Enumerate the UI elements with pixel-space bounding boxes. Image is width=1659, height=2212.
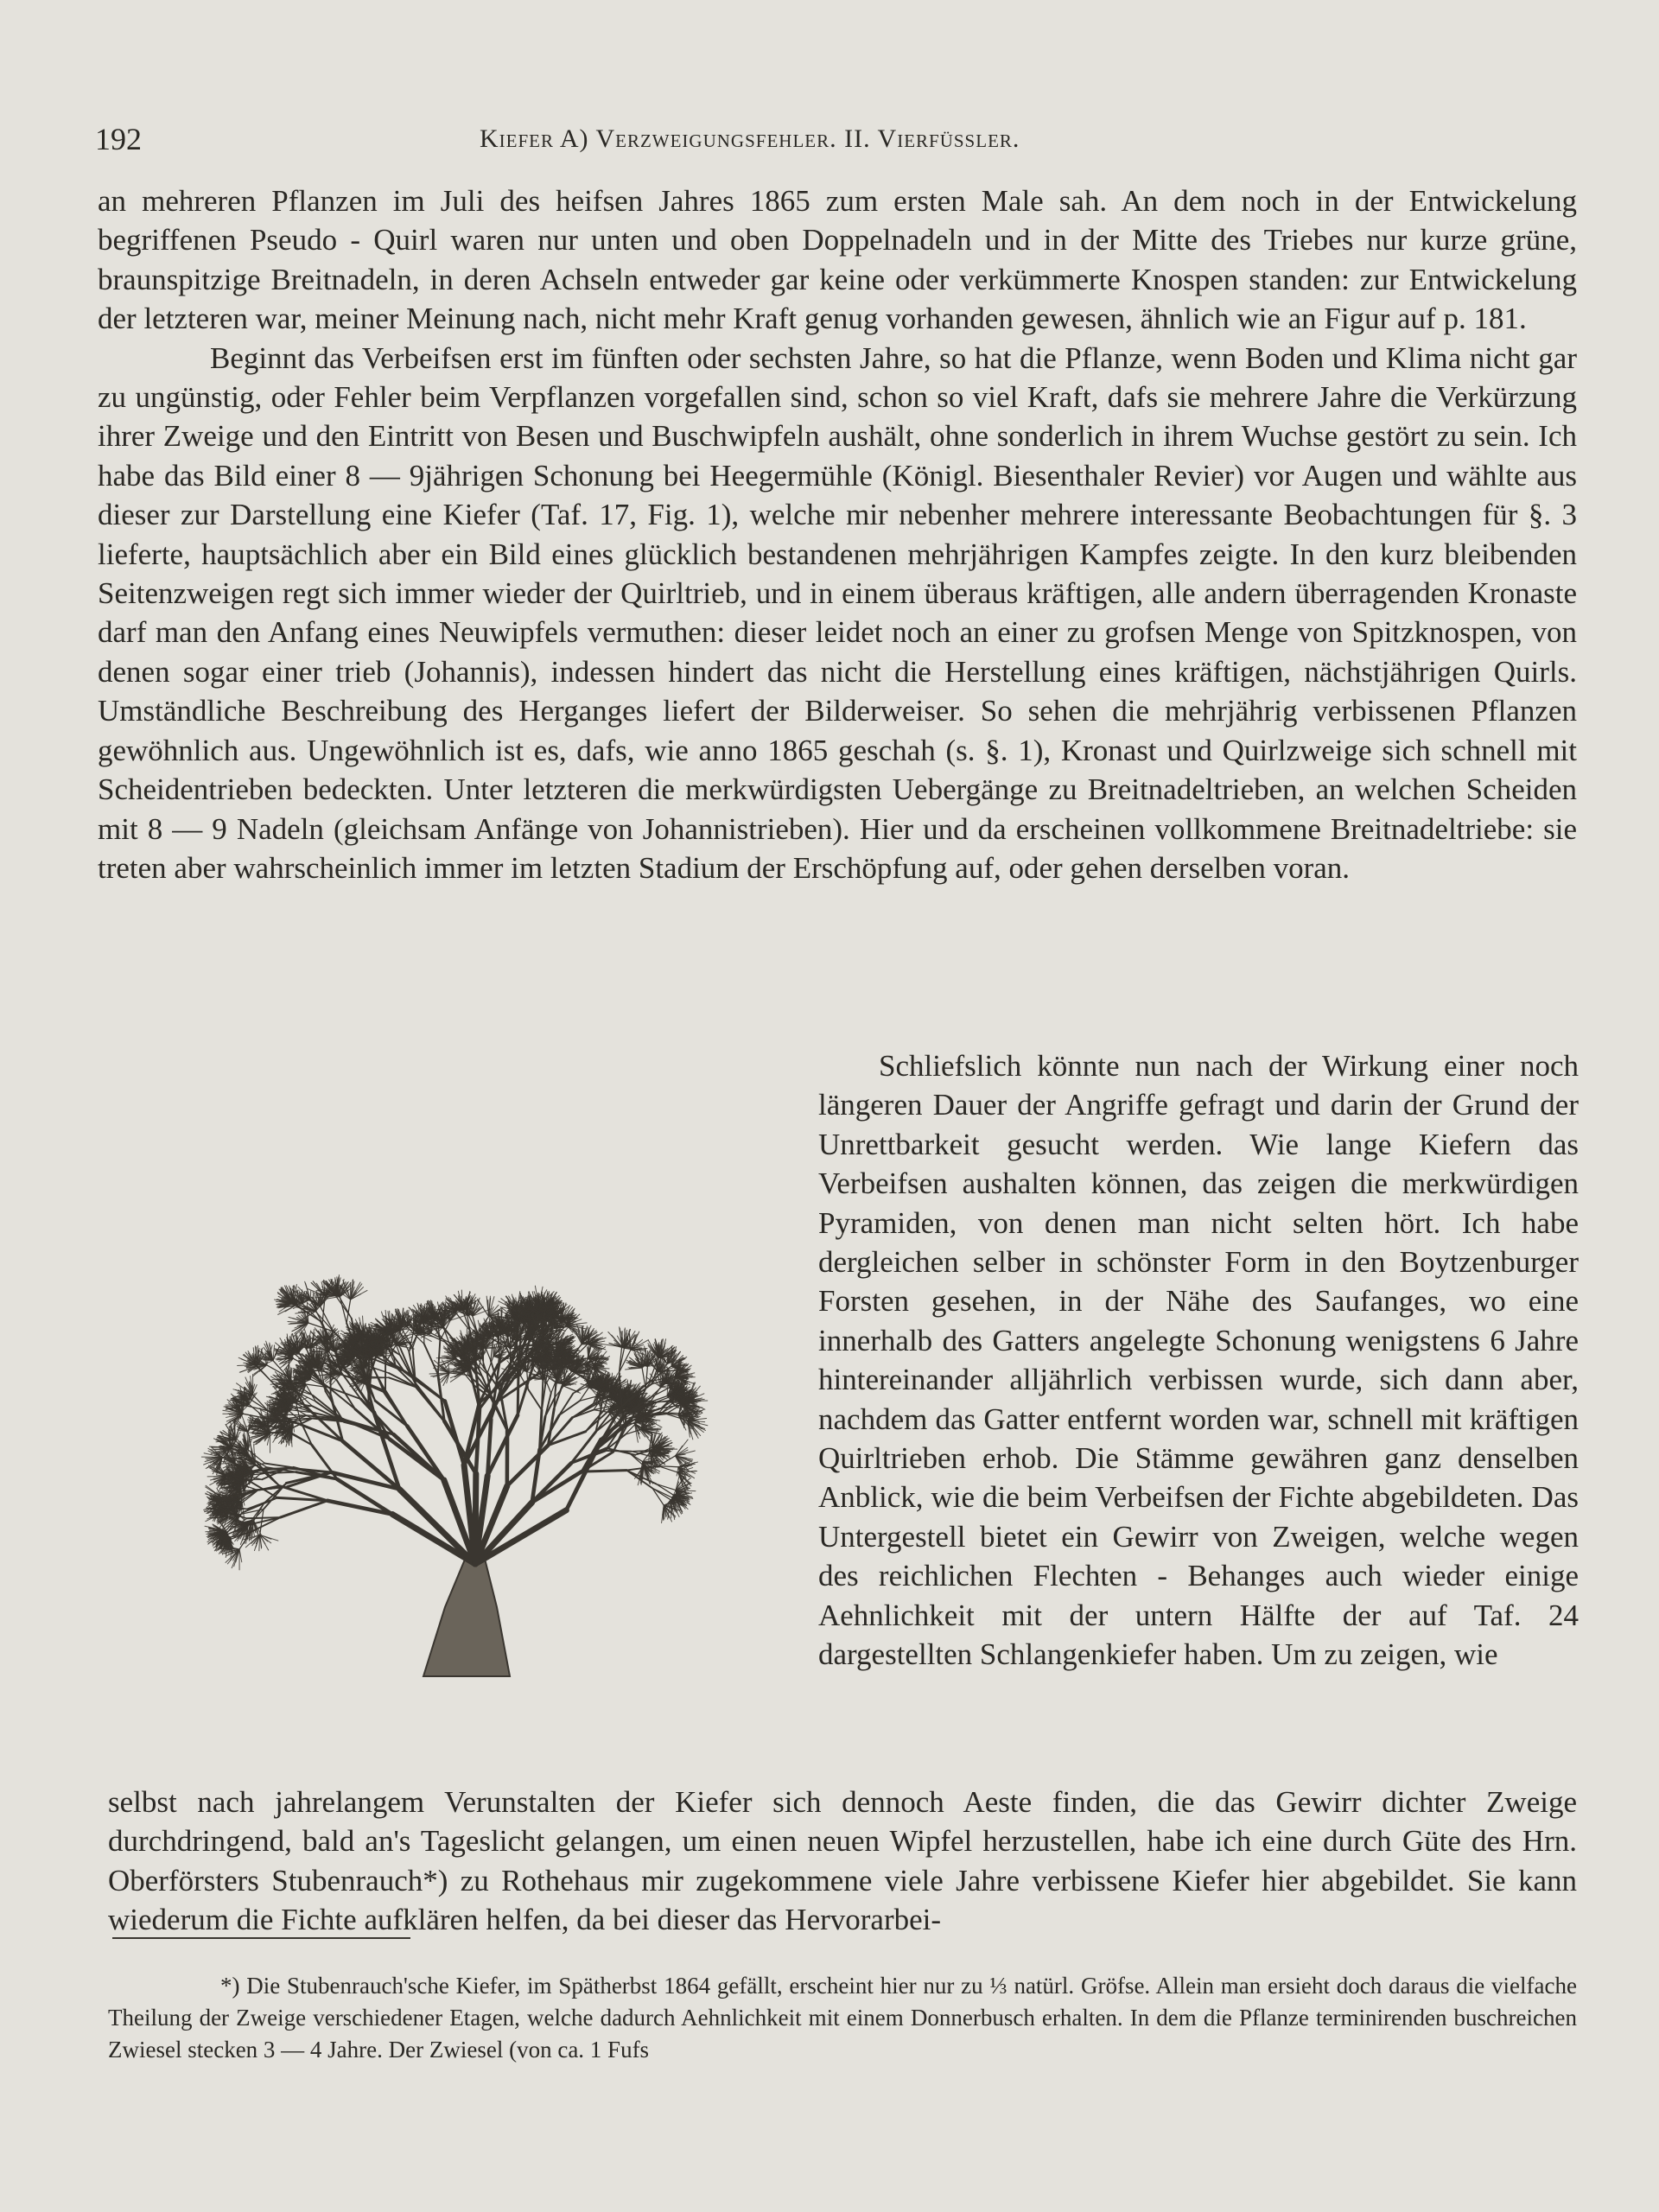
page-header [95,121,1577,164]
paragraph-2: Beginnt das Verbeifsen erst im fünften oder sechsten Jahre, so hat die Pflanze, wenn Boden und Klima nicht gar zu ungünstig, oder Fehler beim Verpflanzen vorgefallen sind, schon so viel Kraft, dafs sie mehrere Jahre die Verkürzung ihrer Zweige und den Eintritt von Besen und Buschwipfeln aushält, ohne sonderlich in ihrem Wuchse gestört zu sein. Ich habe das Bild einer 8 — 9jährigen Schonung bei Heegermühle (Königl. Biesenthaler Revier) vor Augen und wählte aus dieser zur Darstellung eine Kiefer (Taf. 17, Fig. 1), welche mir nebenher mehrere interessante Beobachtungen für §. 3 lieferte, hauptsächlich aber ein Bild eines glücklich bestandenen mehrjährigen Kampfes zeigte. In den kurz bleibenden Seitenzweigen regt sich immer wieder der Quirltrieb, und in einem überaus kräftigen, alle andern überragenden Kronaste darf man den Anfang eines Neuwipfels vermuthen: dieser leidet noch an einer zu grofsen Menge von Spitzknospen, von denen sogar einer trieb (Johannis), indessen hindert das nicht die Herstellung eines kräftigen, nächstjährigen Quirls. Umständliche Beschreibung des Herganges liefert der Bilderweiser. So sehen die mehrjährig verbissenen Pflanzen gewöhnlich aus. Ungewöhnlich ist es, dafs, wie anno 1865 geschah (s. §. 1), Kronast und Quirlzweige sich schnell mit Scheidentrieben bedeckten. Unter letzteren die merkwürdigsten Uebergänge zu Breitnadeltrieben, an welchen Scheiden mit 8 — 9 Nadeln (gleichsam Anfänge von Johannistrieben). Hier und da erscheinen vollkommene Breitnadeltriebe: sie treten aber wahrscheinlich immer im letzten Stadium der Erschöpfung auf, oder gehen derselben voran. [98,340,1577,885]
pine-tree-engraving [104,1071,812,1728]
main-text [98,181,1577,887]
paragraph-3: Schliefslich könnte nun nach der Wirkung einer noch längeren Dauer der Angriffe gefragt und darin der Grund der Unrettbarkeit gesucht werden. Wie lange Kiefern das Verbeifsen aushalten können, das zeigen die merkwürdigen Pyramiden, von denen man nicht selten hört. Ich habe dergleichen selber in schönster Form in den Boytzenburger Forsten gesehen, in der Nähe des Saufanges, wo eine innerhalb des Gatters angelegte Schonung wenigstens 6 Jahre hintereinander alljährlich verbissen wurde, sich dann aber, nachdem das Gatter entfernt worden war, schnell mit kräftigen Quirltrieben erhob. Die Stämme gewähren ganz denselben Anblick, wie die beim Verbeifsen der Fichte abgebildeten. Das Untergestell bietet ein Gewirr von Zweigen, welche wegen des reichlichen Flechten - Behanges auch wieder einige Aehnlichkeit mit der untern Hälfte der auf Taf. 24 dargestellten Schlangenkiefer haben. Um zu zeigen, wie [818,1049,1579,1672]
side-column-text [818,1046,1579,1675]
running-title: Kiefer A) Verzweigungsfehler. II. Vierfüssler. [480,124,1020,153]
paragraph-4: selbst nach jahrelangem Verunstalten der Kiefer sich dennoch Aeste finden, die das Gewirr dichter Zweige durchdringend, bald an's Tageslicht gelangen, um einen neuen Wipfel herzustellen, habe ich eine durch Güte des Hrn. Oberförsters Stubenrauch*) zu Rothehaus mir zugekommene viele Jahre verbissene Kiefer hier abgebildet. Sie kann wiederum die Fichte aufklären helfen, da bei dieser das Hervorarbei- [108,1785,1577,1937]
tree-illustration [104,1071,812,1728]
page-number: 192 [95,122,142,156]
footnote-text: *) Die Stubenrauch'sche Kiefer, im Spätherbst 1864 gefällt, erscheint hier nur zu ⅓ natürl. Gröfse. Allein man ersieht doch daraus die vielfache Theilung der Zweige verschiedener Etagen, welche dadurch Aehnlichkeit mit einem Donnerbusch erhalten. In dem die Pflanze terminirenden buschreichen Zwiesel stecken 3 — 4 Jahre. Der Zwiesel (von ca. 1 Fufs [108,1973,1577,2063]
footnote [108,1970,1577,2066]
footnote-rule [112,1937,410,1939]
paragraph-1: an mehreren Pflanzen im Juli des heifsen Jahres 1865 zum ersten Male sah. An dem noch in der Entwickelung begriffenen Pseudo - Quirl waren nur unten und oben Doppelnadeln und in der Mitte des Triebes nur kurze grüne, braunspitzige Breitnadeln, in deren Achseln entweder gar keine oder verkümmerte Knospen standen: zur Entwickelung der letzteren war, meiner Meinung nach, nicht mehr Kraft genug vorhanden gewesen, ähnlich wie an Figur auf p. 181. [98,184,1577,336]
